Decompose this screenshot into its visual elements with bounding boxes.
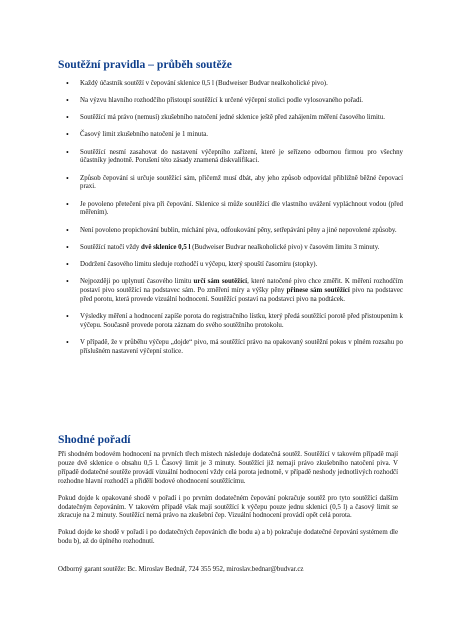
rule-text: Výsledky měření a hodnocení zapíše porota do registračního lístku, který předá soutěžící porotě před přistoupením k výčepu. Současně provede porota záznam do svého soutěžního protokolu. [80, 312, 403, 329]
rule-text: Způsob čepování si určuje soutěžící sám, přičemž musí dbát, aby jeho způsob odpovídal přibližně běžné čepovací praxi. [80, 174, 403, 191]
list-item [58, 175, 403, 193]
rule-text: Je povoleno přetečení piva při čepování. Sklenice si může soutěžící dle vlastního uvážení vypláchnout vodou (před měřením). [80, 200, 403, 217]
section-title-rules: Soutěžní pravidla – průběh soutěže [58, 58, 232, 71]
list-item [58, 149, 403, 167]
rule-text: Každý účastník soutěží v čepování sklenice 0,5 l (Budweiser Budvar nealkoholické pivo). [80, 80, 328, 88]
rule-text: (Budweiser Budvar nealkoholické pivo) v časovém limitu 3 minuty. [190, 243, 380, 251]
list-item [58, 278, 403, 305]
rule-text: , které natočené pivo chce změřit. K měření rozhodčím postaví pivo soutěžící na podstavec sám. Po změření míry a výšky pěny [80, 277, 403, 294]
paragraph: Pokud dojde ke shodě v pořadí i po dodatečných čepováních dle bodu a) a b) pokračuje dodatečné čepování systémem dle bodu b), až do úplného rozhodnutí. [58, 529, 398, 546]
tie-paragraphs [58, 451, 398, 555]
paragraph: Pokud dojde k opakované shodě v pořadí i po prvním dodatečném čepování pokračuje soutěž pro tyto soutěžící dalším dodatečným čepováním. V takovém případě však mají soutěžící k výčepu pouze jednu sklenici (0,5 l) a časový limit se zkracuje na 2 minuty. Soutěžící nemá právo na zkušební čep. Vizuální hodnocení provádí opět celá porota. [58, 494, 398, 520]
list-item [58, 201, 403, 219]
rule-bold-text: dvě sklenice 0,5 l [141, 243, 191, 251]
rule-text: pivo na podstavec před porotu, která provede vizuální hodnocení. Soutěžící postaví na podstavci pivo na podtácek. [80, 286, 403, 303]
list-item [58, 313, 403, 331]
list-item [58, 227, 403, 236]
list-item [58, 80, 403, 89]
rule-text: Nejpozději po uplynutí časového limitu [80, 277, 194, 285]
rule-text: Na výzvu hlavního rozhodčího přistoupí soutěžící k určené výčepní stolici podle vylosovaného pořadí. [80, 97, 364, 105]
list-item [58, 261, 403, 270]
list-item [58, 244, 403, 253]
footer-contact: Odborný garant soutěže: Bc. Miroslav Bednář, 724 355 952, miroslav.bednar@budvar.cz [58, 566, 304, 573]
rule-text: Soutěžící natočí vždy [80, 243, 142, 251]
rule-text: Není povoleno propichování bublin, míchání piva, odfoukování pěny, setřepávání pěny a jiné nepovolené způsoby. [80, 226, 397, 234]
list-item [58, 131, 403, 140]
rule-bold-text: určí sám soutěžící [193, 277, 248, 285]
rule-text: V případě, že v průběhu výčepu „dojde“ pivo, má soutěžící právo na opakovaný soutěžní pokus v plném rozsahu po příslušném nastavení výčepní stolice. [80, 338, 403, 355]
section-title-tie: Shodné pořadí [58, 433, 131, 446]
list-item [58, 114, 403, 123]
rule-text: Časový limit zkušebního natočení je 1 minuta. [80, 131, 209, 139]
rule-text: Soutěžící nesmí zasahovat do nastavení výčepního zařízení, které je seřízeno odbornou firmou pro všechny účastníky jednotně. Porušení této zásady znamená diskvalifikaci. [80, 148, 403, 165]
rule-bold-text: přinese sám soutěžící [286, 286, 350, 294]
list-item [58, 339, 403, 357]
rules-list [58, 72, 403, 357]
paragraph: Při shodném bodovém hodnocení na prvních třech místech následuje dodatečná soutěž. Soutěžící v takovém případě mají pouze dvě sklenice o obsahu 0,5 l. Časový limit je 3 minuty. Soutěžící již nemají právo zkušebního natočení piva. V případě dodatečné soutěže provádí vizuální hodnocení vždy celá porota jednotně, v případě neshody jednotlivých rozhodčí rozhodne hlavní rozhodčí a přidělí bodové ohodnocení soutěžícímu. [58, 451, 398, 485]
list-item [58, 97, 403, 106]
rule-text: Dodržení časového limitu sleduje rozhodčí u výčepu, který spouští časomíru (stopky). [80, 260, 318, 268]
rule-text: Soutěžící má právo (nemusí) zkušebního natočení jedné sklenice ještě před zahájením měření časového limitu. [80, 114, 385, 122]
